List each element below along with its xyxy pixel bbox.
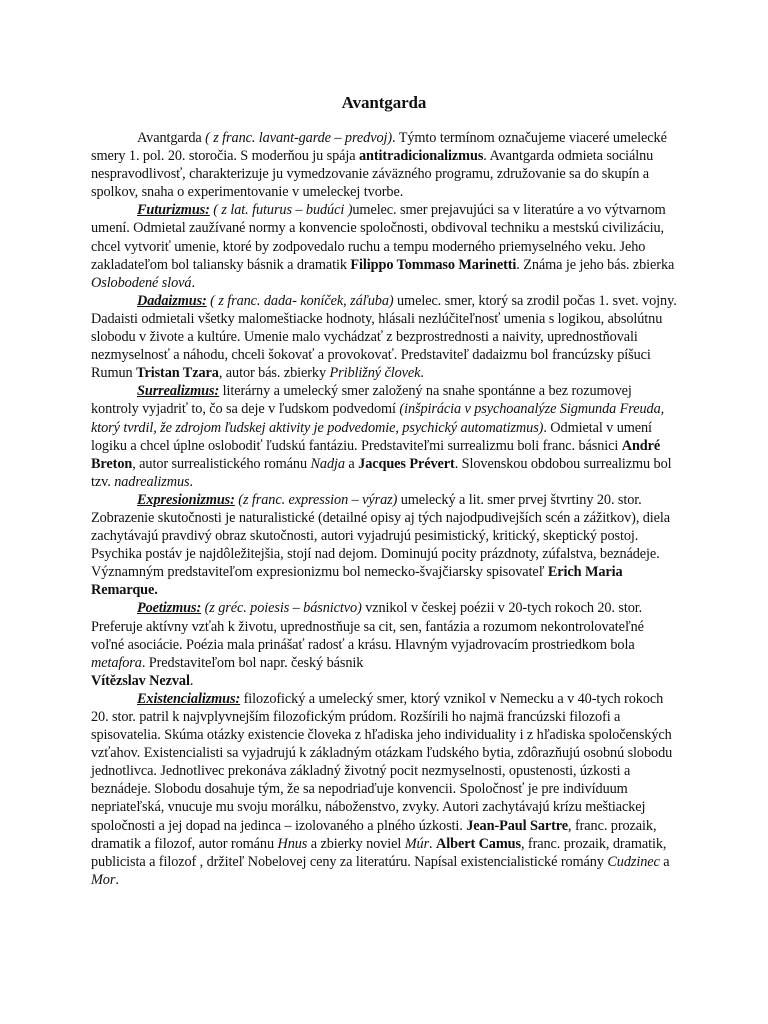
- existencializmus-text: , franc. prozaik, dramatik, publicista a filozof , držiteľ Nobelovej ceny za literatúru. Napísal existencialistické romány: [91, 835, 667, 870]
- movement-name: nadrealizmus: [114, 473, 190, 490]
- surrealizmus-text: . Slovenskou obdobou surrealizmu bol tzv.: [91, 455, 672, 490]
- surrealizmus-text: , autor surrealistického románu: [132, 455, 311, 472]
- term-surrealizmus: Surrealizmus:: [137, 383, 220, 400]
- author-name: Jean-Paul Sartre: [466, 817, 569, 834]
- author-name: Filippo Tommaso Marinetti: [350, 256, 517, 273]
- author-name: Tristan Tzara: [136, 365, 219, 382]
- paragraph-existencializmus: [91, 690, 678, 889]
- author-name: Erich Maria Remarque.: [91, 564, 623, 599]
- surrealizmus-text: . Odmietal v umení logiku a chcel úplne oslobodiť ľudskú fantáziu. Predstaviteľmi surrealizmu boli franc. básnici: [91, 419, 652, 454]
- device-name: metafora: [91, 654, 142, 671]
- existencializmus-text: a zbierky noviel: [307, 835, 405, 852]
- work-title: Hnus: [277, 835, 308, 852]
- paragraph-poetizmus: [91, 599, 678, 689]
- paragraph-intro: [91, 129, 678, 201]
- work-title: Múr: [404, 835, 430, 852]
- work-title: Oslobodené slová: [91, 274, 192, 291]
- existencializmus-text: a: [659, 853, 670, 870]
- author-name: Jacques Prévert: [358, 455, 455, 472]
- intro-text: Avantgarda: [137, 130, 206, 146]
- dadaizmus-text: umelec. smer, ktorý sa zrodil počas 1. svet. vojny. Dadaisti odmietali všetky malomeštiacke hodnoty, hlásali nezlúčiteľnosť umenia s logikou, absolútnu slobodu v živote a kultúre. Umenie malo vychádzať z bezprostrednosti a naivity, uprednostňovali nezmyselnosť a náhodu, chceli šokovať a provokovať. Predstaviteľ dadaizmu bol francúzsky píšuci Rumun: [91, 292, 677, 382]
- work-title: Nadja: [310, 455, 345, 472]
- paragraph-expresionizmus: [91, 491, 678, 600]
- poetizmus-text: vznikol v českej poézii v 20-tych rokoch 20. stor. Preferuje aktívny vzťah k životu, uprednostňuje sa cit, sen, fantázia a rozumom nekontrolovateľné voľné asociácie. Poézia mala prinášať radosť a krásu. Hlavným vyjadrovacím prostriedkom bola: [91, 600, 644, 653]
- dadaizmus-text: , autor bás. zbierky: [218, 365, 330, 382]
- work-title: Približný človek: [329, 365, 421, 382]
- futurizmus-etymology: ( z lat. futurus – budúci ): [209, 202, 353, 219]
- author-name: Albert Camus: [436, 835, 521, 852]
- existencializmus-text: filozofický a umelecký smer, ktorý vznikol v Nemecku a v 40-tych rokoch 20. stor. patril k najvplyvnejším filozofickým prúdom. Rozšírili ho najmä francúzski filozofi a spisovatelia. Skúma otázky existencie človeka z hľadiska jeho individuality i z hľadiska spoločenských vzťahov. Existencialisti sa vyjadrujú k základným otázkam ľudského bytia, zdôrazňujú osobnú slobodu jednotlivca. Jednotlivec prekonáva základný životný pocit nezmyselnosti, opustenosti, úzkosti a beznádeje. Slobodu dosahuje tým, že sa nepodriaďuje konvencii. Spoločnosť je pre indivíduum nepriateľská, vnucuje mu svoju morálku, náboženstvo, zvyky. Autori zachytávajú krízu meštiackej spoločnosti a jej dopad na jedinca – izolovaného a plného úzkosti.: [91, 690, 673, 834]
- futurizmus-text: .: [191, 274, 195, 291]
- expresionizmus-etymology: (z franc. expression – výraz): [234, 491, 398, 508]
- futurizmus-text: umelec. smer prejavujúci sa v literatúre a vo výtvarnom umení. Odmietal zaužívané normy a konvencie spoločnosti, obdivoval techniku a mestskú civilizáciu, chcel vytvoriť umenie, ktoré by zodpovedalo ruchu a tempu moderného priemyselného veku. Jeho zakladateľom bol taliansky básnik a dramatik: [91, 202, 666, 273]
- surrealizmus-text: literárny a umelecký smer založený na snahe spontánne a bez rozumovej kontroly vyjadriť to, čo sa deje v ľudskom podvedomí: [91, 383, 632, 418]
- dadaizmus-etymology: ( z franc. dada- koníček, záľuba): [206, 292, 394, 309]
- paragraph-dadaizmus: [91, 292, 678, 382]
- author-name: André Breton: [91, 437, 661, 472]
- intro-etymology: ( z franc. lavant-garde – predvoj): [205, 130, 393, 146]
- intro-text: . Avantgarda odmieta sociálnu nespravodlivosť, charakterizuje ju vymedzovanie záväzného programu, združovanie sa do skupín a spolkov, snaha o experimentovanie v umeleckej tvorbe.: [91, 148, 654, 201]
- poetizmus-etymology: (z gréc. poiesis – básnictvo): [201, 600, 362, 617]
- term-dadaizmus: Dadaizmus:: [137, 292, 207, 309]
- surrealizmus-text: .: [189, 473, 193, 490]
- page-title: Avantgarda: [341, 93, 427, 112]
- poetizmus-text: .: [189, 672, 194, 689]
- term-futurizmus: Futurizmus:: [137, 202, 210, 219]
- paragraph-surrealizmus: [91, 382, 678, 491]
- author-name: Vítězslav Nezval: [91, 672, 190, 689]
- term-existencializmus: Existencializmus:: [137, 690, 241, 707]
- intro-text: . Týmto termínom označujeme viaceré umelecké smery 1. pol. 20. storočia. S moderňou ju spája: [91, 130, 667, 165]
- existencializmus-text: .: [115, 871, 119, 888]
- work-title: Cudzinec: [607, 853, 660, 870]
- existencializmus-text: , franc. prozaik, dramatik a filozof, autor románu: [91, 817, 657, 852]
- dadaizmus-text: .: [420, 365, 424, 382]
- expresionizmus-text: umelecký a lit. smer prvej štvrtiny 20. stor. Zobrazenie skutočnosti je naturalistické (detailné opisy aj tých najodpudivejších scén a zážitkov), diela zachytávajú pravdivý obraz skutočnosti, autori vyjadrujú pesimistický, kritický, skeptický postoj. Psychika postáv je najdôležitejšia, stojí nad dejom. Dominujú pocity prázdnoty, zúfalstva, beznádeje. Významným predstaviteľom expresionizmu bol nemecko-švajčiarsky spisovateľ: [91, 491, 671, 581]
- poetizmus-text: . Predstaviteľom bol napr. český básnik: [141, 654, 364, 671]
- work-title: Mor: [91, 871, 116, 888]
- term-poetizmus: Poetizmus:: [137, 600, 202, 617]
- futurizmus-text: . Známa je jeho bás. zbierka: [516, 256, 675, 273]
- term-expresionizmus: Expresionizmus:: [137, 491, 235, 508]
- paragraph-futurizmus: [91, 201, 678, 291]
- document-body: [91, 129, 678, 889]
- intro-keyword: antitradicionalizmus: [359, 148, 484, 165]
- existencializmus-text: .: [429, 835, 436, 852]
- surrealizmus-note: (inšpirácia v psychoanalýze Sigmunda Freuda, ktorý tvrdil, že zdrojom ľudskej aktivity je podvedomie, psychický automatizmus): [91, 401, 665, 436]
- surrealizmus-text: a: [344, 455, 359, 472]
